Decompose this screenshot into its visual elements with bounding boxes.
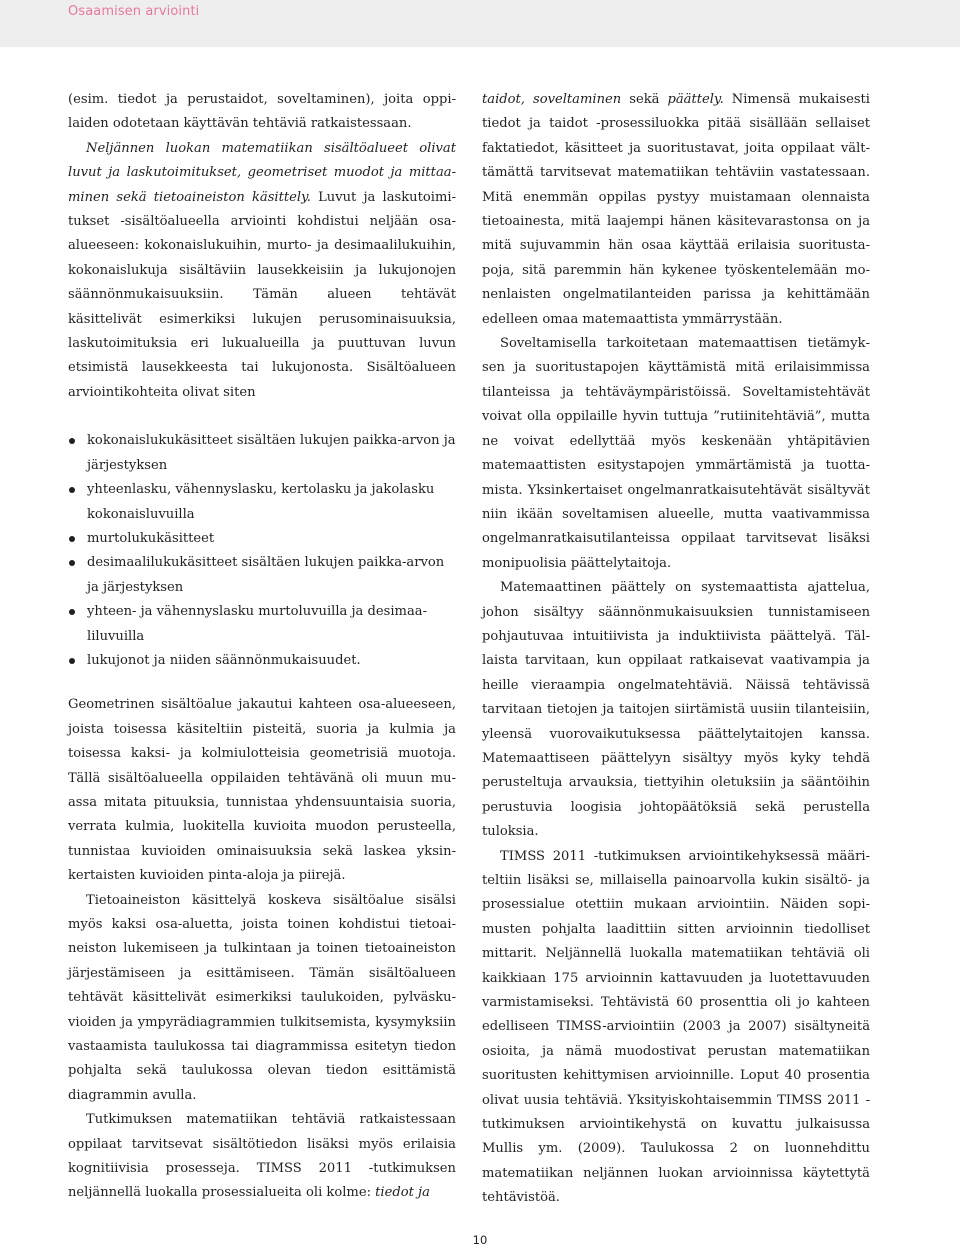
body-text: Nimensä mukaisesti tiedot ja taidot -prosessiluokka pitää sisällään sellaiset faktatiedot, käsitteet ja suoritustavat, joita oppilaat välttämättä tarvitsevat matematiikan tehtäviin vastatessaan. Mitä enemmän oppilas pystyy muistamaan olennaista tietoainesta, mitä laajempi hänen käsitevarastonsa on ja mitä sujuvammin hän osaa käyttää erilaisia suoritustapoja, sitä paremmin hän kykenee työskentelemään monenlaisten ongelmatilanteiden parissa ja kehittämään edelleen omaa matemaattista ymmärrystään. <box>482 92 870 327</box>
list-item: kokonaislukukäsitteet sisältäen lukujen paikka-arvon ja järjestyksen <box>68 429 456 478</box>
body-text: sekä <box>621 92 668 107</box>
header-band <box>0 0 960 47</box>
italic-text: tiedot ja <box>375 1185 430 1201</box>
italic-text: Neljännen luokan matematiikan sisältöalueet olivat luvut ja laskutoimitukset, geometriset muodot ja mittaaminen sekä tietoaineiston käsittely. <box>68 140 456 205</box>
paragraph: Soveltamisella tarkoitetaan matemaattisen tietämyksen ja suoritustapojen käyttämistä mitä erilaisimmissa tilanteissa ja tehtäväympäristöissä. Soveltamistehtävät voivat olla oppilaille hyvin tuttuja ”rutiinitehtäviä”, mutta ne voivat edellyttää myös keskenään yhtäpitävien matemaattisten esitystapojen ymmärtämistä ja tuottamista. Yksinkertaiset ongelmanratkaisutehtävät sisältyvät niin ikään soveltamisen alueelle, mutta vaativammissa ongelmanratkaisutilanteissa oppilaat tarvitsevat lisäksi monipuolisia päättelytaitoja. <box>482 336 870 571</box>
paragraph: (esim. tiedot ja perustaidot, soveltaminen), joita oppilaiden odotetaan käyttävän tehtäviä ratkaistessaan. <box>68 92 456 132</box>
list-item: desimaalilukukäsitteet sisältäen lukujen paikka-arvon ja järjestyksen <box>68 551 456 600</box>
list-item: yhteen- ja vähennyslasku murtoluvuilla ja desimaaliluvuilla <box>68 600 456 649</box>
paragraph: Tietoaineiston käsittelyä koskeva sisältöalue sisälsi myös kaksi osa-aluetta, joista toinen kohdistui tietoaineiston lukemiseen ja tulkintaan ja toinen tietoaineiston järjestämiseen ja esittämiseen. Tämän sisältöalueen tehtävät käsittelivät esimerkiksi taulukoiden, pylväskuvioiden ja ympyrädiagrammien tulkitsemista, kysymyksiin vastaamista taulukossa tai diagrammissa esitetyn tiedon pohjalta sekä taulukossa olevan tiedon esittämistä diagrammin avulla. <box>68 892 456 1103</box>
list-item: yhteenlasku, vähennyslasku, kertolasku ja jakolasku kokonaisluvuilla <box>68 478 456 527</box>
bullet-list <box>68 429 456 673</box>
paragraph: TIMSS 2011 -tutkimuksen arviointikehyksessä määriteltiin lisäksi se, millaisella painoarvolla kukin sisältö- ja prosessialue otettiin mukaan arviointiin. Näiden sopimusten pohjalta laadittiin sitten arvioinnin tiedolliset mittarit. Neljännellä luokalla matematiikan tehtäviä oli kaikkiaan 175 arvioinnin kattavuuden ja luotettavuuden varmistamiseksi. Tehtävistä 60 prosenttia oli jo kahteen edelliseen TIMSS-arviointiin (2003 ja 2007) sisältyneitä osioita, ja nämä muodostivat perustan matematiikan suoritusten kehittymisen arvioinnille. Loput 40 prosentia olivat uusia tehtäviä. Yksityiskohtaisemmin TIMSS 2011 -tutkimuksen arviointikehystä on kuvattu julkaisussa Mullis ym. (2009). Taulukossa 2 on luonnehdittu matematiikan neljännen luokan arvioinnissa käytettytä tehtävistöä. <box>482 848 870 1206</box>
body-text: Luvut ja laskutoimitukset -sisältöalueella arviointi kohdistui neljään osaalueeseen: kokonaislukuihin, murto- ja desimaalilukuihin, kokonaislukuja sisältäviin lausekkeisiin ja lukujonojen säännönmukaisuuksiin. Tämän alueen tehtävät käsittelivät esimerkiksi lukujen perusominaisuuksia, laskutoimituksia eri lukualueilla ja puuttuvan luvun etsimistä lausekkeesta tai lukujonosta. Sisältöalueen arviointikohteita olivat siten <box>68 189 456 400</box>
paragraph: Matemaattinen päättely on systemaattista ajattelua, johon sisältyy säännönmukaisuuksien tunnistamiseen pohjautuvaa intuitiivista ja induktiivista päättelyä. Tällaista tarvitaan, kun oppilaat ratkaisevat vaativampia ja heille vieraampia ongelmatehtäviä. Näissä tehtävissä tarvitaan tietojen ja taitojen siirtämistä uusiin tilanteisiin, yleensä vuorovaikutuksessa päättelytaitojen kanssa. Matemaattiseen päättelyyn sisältyy myös kyky tehdä perusteltuja arvauksia, tiettyihin oletuksiin ja sääntöihin perustuvia loogisia johtopäätöksiä sekä perustella tuloksia. <box>482 580 870 840</box>
page-number: 10 <box>472 1233 488 1247</box>
italic-text: taidot, soveltaminen <box>482 92 622 107</box>
italic-text: päättely. <box>667 92 724 107</box>
left-column <box>68 88 456 1206</box>
list-item: murtolukukäsitteet <box>68 527 456 551</box>
paragraph <box>482 88 870 332</box>
paragraph <box>68 1108 456 1206</box>
right-column <box>482 88 870 1211</box>
list-item: lukujonot ja niiden säännönmukaisuudet. <box>68 649 456 673</box>
paragraph: Geometrinen sisältöalue jakautui kahteen osa-alueeseen, joista toisessa käsiteltiin pisteitä, suoria ja kulmia ja toisessa kaksi- ja kolmiulotteisia geometrisiä muotoja. Tällä sisältöalueella oppilaiden tehtävänä oli muun muassa mitata pituuksia, tunnistaa yhdensuuntaisia suoria, verrata kulmia, luokitella kuvioita muodon perusteella, tunnistaa kuvioiden ominaisuuksia sekä laskea yksinkertaisten kuvioiden pinta-aloja ja piirejä. <box>68 697 456 884</box>
running-header-title: Osaamisen arviointi <box>68 4 200 19</box>
paragraph <box>68 137 456 405</box>
body-text: Tutkimuksen matematiikan tehtäviä ratkaistessaan oppilaat tarvitsevat sisältötiedon lisäksi myös erilaisia kognitiivisia prosesseja. TIMSS 2011 -tutkimuksen neljännellä luokalla prosessialueita oli kolme: <box>68 1112 456 1201</box>
